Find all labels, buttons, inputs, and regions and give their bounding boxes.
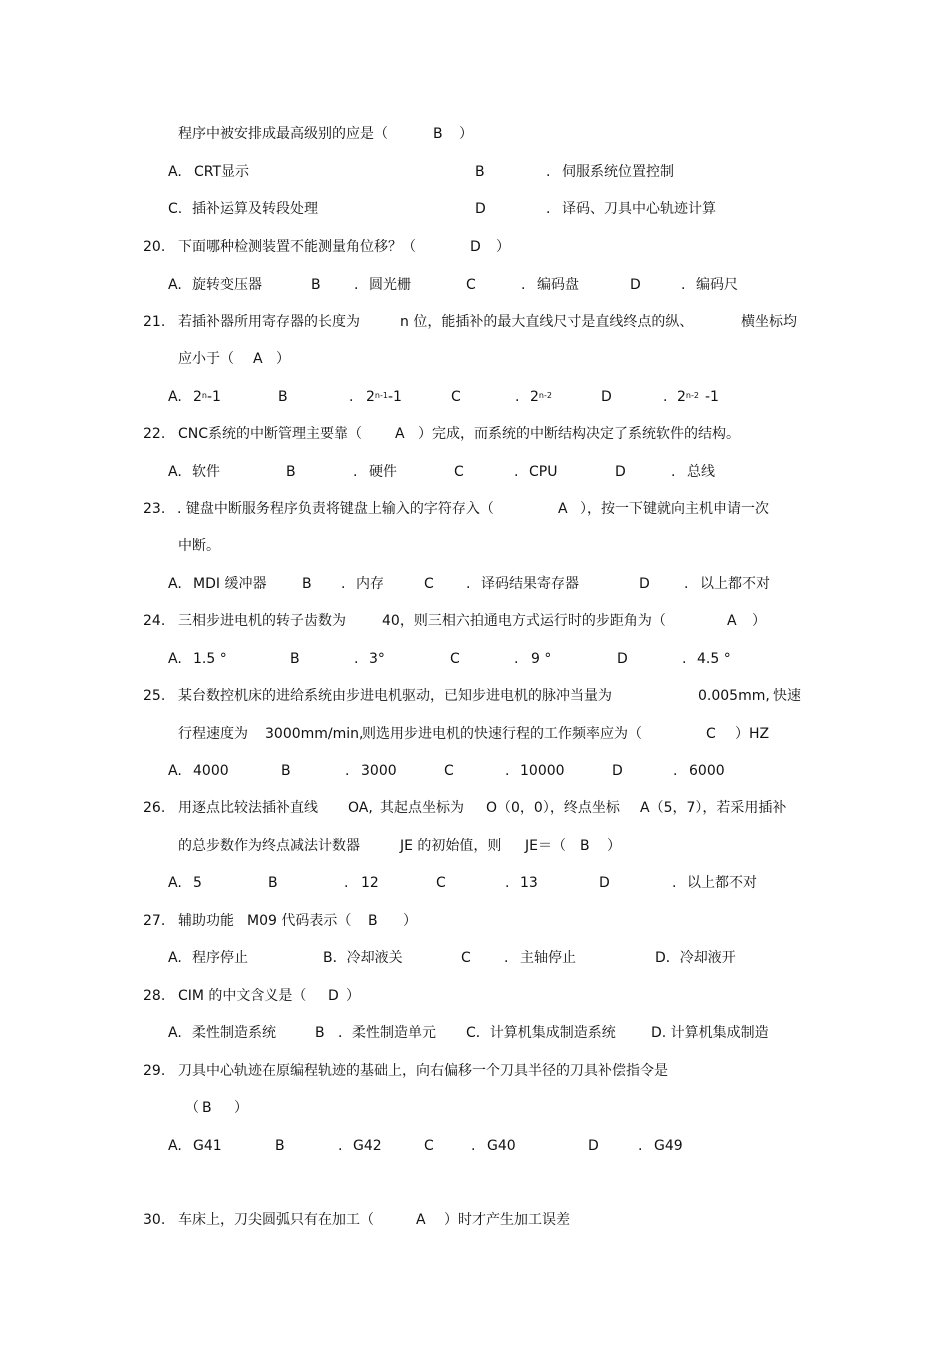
option-text: 译码、刀具中心轨迹计算 <box>562 201 716 217</box>
dot: . <box>504 950 509 966</box>
answer: B <box>202 1100 212 1116</box>
stem-text: CNC系统的中断管理主要靠（ <box>178 426 363 442</box>
option-text: B．冷却液关 <box>323 950 403 966</box>
stem-text: 车床上，刀尖圆弧只有在加工（ <box>178 1212 374 1228</box>
stem-text: M09 代码表示（ <box>247 913 352 929</box>
option-label: C <box>424 576 434 592</box>
question-number: 20. <box>143 239 166 255</box>
option-text: 以上都不对 <box>687 875 757 891</box>
paren: ） <box>403 913 417 929</box>
answer: B <box>433 126 443 142</box>
answer: A <box>395 426 405 442</box>
question-number: 25. <box>143 688 166 704</box>
option-label: D <box>615 464 626 480</box>
stem-text: 应小于（ <box>178 351 234 367</box>
stem-text: 40，则三相六拍通电方式运行时的步距角为（ <box>382 613 666 629</box>
stem-text: JE＝（ <box>525 838 566 854</box>
question-number: 21. <box>143 314 166 330</box>
option-text: 柔性制造系统 <box>192 1025 276 1041</box>
option-label: D <box>612 763 623 779</box>
answer: B <box>580 838 590 854</box>
stem-text: 下面哪种检测装置不能测量角位移？（ <box>178 239 416 255</box>
option-label: C <box>451 389 461 405</box>
stem-text: O（0，0），终点坐标 <box>486 800 620 816</box>
answer: A <box>558 501 568 517</box>
option-text: C．计算机集成制造系统 <box>466 1025 616 1041</box>
option-text: 内存 <box>356 576 384 592</box>
option-label: A. <box>168 875 182 891</box>
dot: . <box>353 464 358 480</box>
option-text: 总线 <box>687 464 715 480</box>
dot: . <box>349 389 354 405</box>
paren: ） <box>276 351 290 367</box>
option-text: 12 <box>361 875 379 891</box>
option-label: B <box>281 763 291 779</box>
stem-text: 中断。 <box>178 538 220 554</box>
option-label: D <box>588 1138 599 1154</box>
dot: . <box>546 164 551 180</box>
option-label: A. <box>168 389 182 405</box>
dot: . <box>338 1138 343 1154</box>
stem-text: 某台数控机床的进给系统由步进电机驱动，已知步进电机的脉冲当量为 <box>178 688 612 704</box>
stem-text: 3000mm/min, <box>265 726 364 742</box>
option-text: CRT显示 <box>194 164 250 180</box>
option-text: 软件 <box>192 464 220 480</box>
stem-text: ）HZ <box>735 726 770 742</box>
option-label: C <box>461 950 471 966</box>
option-label: B <box>278 389 288 405</box>
dot: . <box>681 277 686 293</box>
stem-text: 辅助功能 <box>178 913 234 929</box>
dot: . <box>672 875 677 891</box>
option-label: A. <box>168 1025 182 1041</box>
option-text: 以上都不对 <box>700 576 770 592</box>
option-label: A. <box>168 464 182 480</box>
dot: . <box>663 389 668 405</box>
option-text: 5 <box>193 875 202 891</box>
stem-text: JE 的初始值，则 <box>400 838 502 854</box>
option-text: G49 <box>654 1138 683 1154</box>
option-text: 编码尺 <box>696 277 738 293</box>
option-label: D <box>601 389 612 405</box>
question-number: 26. <box>143 800 166 816</box>
paren: ） <box>346 988 360 1004</box>
option-text: 2$^n$-1 <box>193 389 221 405</box>
dot: . <box>341 576 346 592</box>
option-label: B <box>302 576 312 592</box>
option-label: C <box>454 464 464 480</box>
paren: ） <box>459 126 473 142</box>
stem-text: 其起点坐标为 <box>380 800 464 816</box>
option-label: C <box>450 651 460 667</box>
option-label: A. <box>168 950 182 966</box>
stem-text: 刀具中心轨迹在原编程轨迹的基础上，向右偏移一个刀具半径的刀具补偿指令是 <box>178 1063 668 1079</box>
question-number: 29. <box>143 1063 166 1079</box>
option-label: A. <box>168 277 182 293</box>
dot: . <box>354 277 359 293</box>
option-label: B <box>290 651 300 667</box>
option-label: D <box>599 875 610 891</box>
dot: . <box>505 875 510 891</box>
option-text: 2$^{n-2}$ -1 <box>677 389 719 405</box>
option-text: 主轴停止 <box>520 950 576 966</box>
option-label: B <box>275 1138 285 1154</box>
option-label: B <box>475 164 485 180</box>
stem-text: 程序中被安排成最高级别的应是（ <box>178 126 388 142</box>
option-label: D <box>475 201 486 217</box>
answer: D <box>470 239 481 255</box>
option-text: 旋转变压器 <box>192 277 262 293</box>
question-number: 22. <box>143 426 166 442</box>
answer: A <box>727 613 737 629</box>
stem-text: 行程速度为 <box>178 726 248 742</box>
option-text: ．柔性制造单元 <box>338 1025 436 1041</box>
stem-text: 0.005mm, <box>698 688 770 704</box>
option-label: A. <box>168 1138 182 1154</box>
option-label: B <box>268 875 278 891</box>
stem-text: 则选用步进电机的快速行程的工作频率应为（ <box>362 726 642 742</box>
option-text: 2$^{n-1}$-1 <box>366 389 402 405</box>
stem-text: 用逐点比较法插补直线 <box>178 800 318 816</box>
dot: . <box>466 576 471 592</box>
option-label: D <box>630 277 641 293</box>
dot: . <box>515 389 520 405</box>
option-text: 插补运算及转段处理 <box>192 201 318 217</box>
stem-text: CIM 的中文含义是（ <box>178 988 307 1004</box>
stem-text: . 键盘中断服务程序负责将键盘上输入的字符存入（ <box>177 501 494 517</box>
dot: . <box>471 1138 476 1154</box>
option-text: MDI 缓冲器 <box>193 576 267 592</box>
answer: A <box>253 351 263 367</box>
dot: . <box>682 651 687 667</box>
option-text: 6000 <box>689 763 725 779</box>
dot: . <box>673 763 678 779</box>
option-text: 1.5 ° <box>193 651 227 667</box>
option-text: 编码盘 <box>537 277 579 293</box>
option-label: C <box>436 875 446 891</box>
option-label: A. <box>168 763 182 779</box>
dot: . <box>546 201 551 217</box>
stem-text: ），按一下键就向主机申请一次 <box>580 501 769 517</box>
option-text: 13 <box>520 875 538 891</box>
option-label: B <box>315 1025 325 1041</box>
dot: . <box>345 763 350 779</box>
dot: . <box>354 651 359 667</box>
option-text: CPU <box>529 464 558 480</box>
option-text: D. 计算机集成制造 <box>651 1025 769 1041</box>
answer: B <box>368 913 378 929</box>
option-label: B <box>311 277 321 293</box>
stem-text: 若插补器所用寄存器的长度为 <box>178 314 360 330</box>
option-text: 9 ° <box>531 651 552 667</box>
option-text: G41 <box>193 1138 222 1154</box>
stem-text: 横坐标均 <box>741 314 797 330</box>
answer: C <box>706 726 716 742</box>
option-label: D <box>617 651 628 667</box>
dot: . <box>521 277 526 293</box>
paren: ） <box>496 239 510 255</box>
answer: D <box>328 988 339 1004</box>
option-text: 圆光栅 <box>369 277 411 293</box>
option-text: G40 <box>487 1138 516 1154</box>
question-number: 27. <box>143 913 166 929</box>
option-text: 伺服系统位置控制 <box>562 164 674 180</box>
paren: ） <box>234 1100 248 1116</box>
stem-text: OA, <box>348 800 373 816</box>
dot: . <box>514 464 519 480</box>
question-number: 24. <box>143 613 166 629</box>
option-text: 3000 <box>361 763 397 779</box>
option-label: C <box>444 763 454 779</box>
option-text: 2$^{n-2}$ <box>530 389 552 405</box>
stem-text: n 位，能插补的最大直线尺寸是直线终点的纵、 <box>400 314 694 330</box>
dot: . <box>514 651 519 667</box>
option-label: B <box>286 464 296 480</box>
question-number: 30. <box>143 1212 166 1228</box>
stem-text: 三相步进电机的转子齿数为 <box>178 613 346 629</box>
option-text: 10000 <box>520 763 565 779</box>
option-text: 程序停止 <box>192 950 248 966</box>
option-text: G42 <box>353 1138 382 1154</box>
paren: ） <box>752 613 766 629</box>
question-number: 28. <box>143 988 166 1004</box>
stem-text: A（5，7），若采用插补 <box>640 800 787 816</box>
dot: . <box>671 464 676 480</box>
answer: A <box>416 1212 426 1228</box>
option-text: 4000 <box>193 763 229 779</box>
option-text: D．冷却液开 <box>655 950 736 966</box>
option-text: 硬件 <box>369 464 397 480</box>
option-label: C. <box>168 201 183 217</box>
dot: . <box>505 763 510 779</box>
option-label: D <box>639 576 650 592</box>
option-text: 3° <box>369 651 385 667</box>
stem-text: 快速 <box>773 688 801 704</box>
dot: . <box>638 1138 643 1154</box>
option-text: 译码结果寄存器 <box>481 576 579 592</box>
stem-text: ）完成，而系统的中断结构决定了系统软件的结构。 <box>418 426 740 442</box>
option-label: C <box>466 277 476 293</box>
paren: ） <box>607 838 621 854</box>
option-label: A. <box>168 576 182 592</box>
option-label: A. <box>168 651 182 667</box>
dot: . <box>344 875 349 891</box>
option-text: 4.5 ° <box>697 651 731 667</box>
option-label: A. <box>168 164 182 180</box>
stem-text: 的总步数作为终点减法计数器 <box>178 838 360 854</box>
question-number: 23. <box>143 501 166 517</box>
option-label: C <box>424 1138 434 1154</box>
stem-text: ）时才产生加工误差 <box>444 1212 570 1228</box>
paren: （ <box>185 1100 199 1116</box>
dot: . <box>684 576 689 592</box>
